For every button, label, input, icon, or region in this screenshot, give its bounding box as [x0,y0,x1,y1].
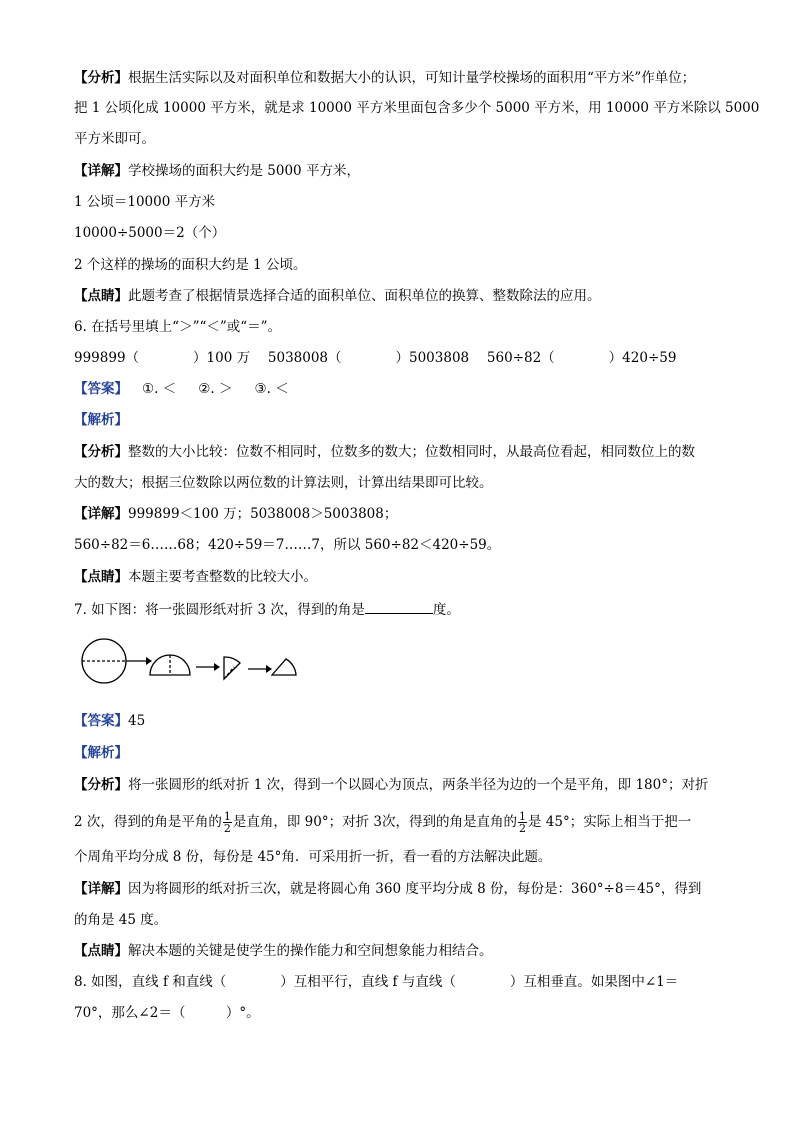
arrow-2-head [214,663,220,671]
explanation-6-tag: 【解析】 [74,412,128,428]
eighth-circle [272,659,296,675]
analysis-line-3: 平方米即可。 [74,131,155,147]
detail-6-line-1: 【详解】999899＜100 万；5038008＞5003808； [74,506,398,522]
answer-blank [365,599,433,614]
detail-tag: 【详解】 [74,163,128,179]
analysis-line-2: 把 1 公顷化成 10000 平方米，就是求 10000 平方米里面包含多少个 5000 平方米，用 10000 平方米除以 5000 [74,100,760,116]
note-line: 【点睛】此题考查了根据情景选择合适的面积单位、面积单位的换算、整数除法的应用。 [74,288,601,304]
analysis-line-1: 【分析】根据生活实际以及对面积单位和数据大小的认识，可知计量学校操场的面积用“平方米”作单位； [74,70,696,86]
detail-7-line-2: 的角是 45 度。 [74,912,168,928]
arrow-3-head [266,665,272,673]
circle-folding-diagram [80,635,310,690]
analysis-7-line-1: 【分析】将一张圆形的纸对折 1 次，得到一个以圆心为顶点，两条半径为边的一个是平角，即 180°；对折 [74,777,709,793]
analysis-7-line-3: 个周角平均分成 8 份，每份是 45°角．可采用折一折，看一看的方法解决此题。 [74,849,552,865]
analysis-6-line-2: 大的数大；根据三位数除以两位数的计算法则，计算出结果即可比较。 [74,475,493,491]
answer-6: 【答案】 ①. ＜ ②. ＞ ③. ＜ [74,381,289,397]
question-7: 7. 如下图：将一张圆形纸对折 3 次，得到的角是 度。 [74,599,460,619]
question-6-items: 999899（ ）100 万 5038008（ ）5003808 560÷82（ ）420÷59 [74,350,677,366]
question-6: 6. 在括号里填上“＞”“＜”或“＝”。 [74,319,282,335]
analysis-7-line-2: 2 次，得到的角是平角的 $\frac{1}{2}$ 是直角，即 90°；对折 3次，得到的角是直角的 $\frac{1}{2}$ 是 45°；实际上相当于把一 [74,810,692,835]
explanation-7-tag: 【解析】 [74,745,128,761]
detail-line-3: 10000÷5000＝2（个） [74,225,226,241]
note-7-line: 【点睛】解决本题的关键是使学生的操作能力和空间想象能力相结合。 [74,943,493,959]
answer-7: 【答案】45 [74,713,146,729]
quarter-circle [224,657,240,679]
detail-line-1: 【详解】学校操场的面积大约是 5000 平方米， [74,163,360,179]
fraction-one-half: $\frac{1}{2}$ [223,810,231,835]
note-tag: 【点睛】 [74,288,128,304]
answer-tag: 【答案】 [74,381,128,397]
detail-7-line-1: 【详解】因为将圆形的纸对折三次，就是将圆心角 360 度平均分成 8 份，每份是：360°÷8＝45°，得到 [74,881,702,897]
note-6-line: 【点睛】本题主要考查整数的比较大小。 [74,569,317,585]
question-8-line-2: 70°，那么∠2＝（ ）°。 [74,1005,260,1021]
arrow-1-head [146,657,152,665]
detail-6-line-2: 560÷82＝6……68；420÷59＝7……7，所以 560÷82＜420÷59。 [74,537,501,553]
fold-line-3 [224,667,234,679]
analysis-6-line-1: 【分析】整数的大小比较：位数不相同时，位数多的数大；位数相同时，从最高位看起，相同数位上的数 [74,444,695,460]
question-8-line-1: 8. 如图，直线 f 和直线（ ）互相平行，直线 f 与直线（ ）互相垂直。如果图中∠1＝ [74,974,679,990]
analysis-tag: 【分析】 [74,70,128,86]
detail-line-4: 2 个这样的操场的面积大约是 1 公顷。 [74,257,307,273]
fraction-one-half: $\frac{1}{2}$ [519,810,526,835]
detail-line-2: 1 公顷＝10000 平方米 [74,194,216,210]
